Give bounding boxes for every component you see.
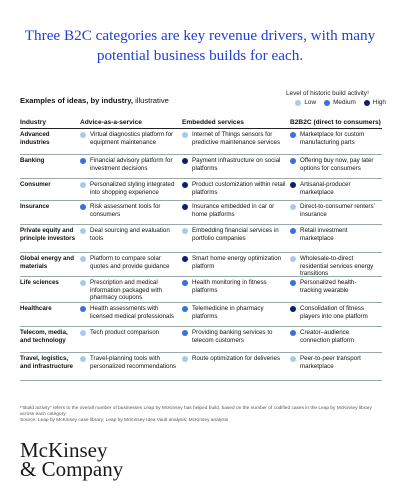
legend-item-medium	[324, 99, 356, 106]
activity-level-dot-icon	[80, 356, 86, 362]
idea-cell	[80, 329, 182, 352]
industry-label: Life sciences	[20, 279, 59, 286]
idea-cell	[290, 203, 382, 224]
idea-text: Tech product comparison	[90, 329, 160, 336]
activity-level-dot-icon	[182, 330, 188, 336]
table-row	[20, 179, 382, 201]
idea-text: Creator–audience connection platform	[300, 329, 354, 344]
activity-level-dot-icon	[80, 204, 86, 210]
activity-level-dot-icon	[290, 356, 296, 362]
subtitle-rest: illustrative	[132, 96, 169, 105]
logo-line-2: & Company	[20, 457, 124, 481]
table-header	[20, 116, 382, 129]
activity-level-dot-icon	[182, 182, 188, 188]
activity-level-dot-icon	[290, 158, 296, 164]
idea-text: Health assessments with licensed medical professionals	[90, 305, 174, 320]
idea-cell	[80, 305, 182, 326]
idea-cell	[290, 305, 382, 326]
activity-level-dot-icon	[290, 256, 296, 262]
table-row	[20, 225, 382, 253]
idea-cell	[182, 255, 290, 276]
idea-text: Health monitoring in fitness platforms	[192, 279, 267, 294]
activity-level-dot-icon	[182, 280, 188, 286]
idea-cell	[182, 181, 290, 200]
source-text: Source: Leap by McKinsey case library; Leap by McKinsey Idea Vault analysis; McKinsey analysis	[20, 418, 229, 423]
idea-cell	[290, 279, 382, 302]
idea-text: Direct-to-consumer renters’ insurance	[300, 203, 375, 218]
idea-cell	[80, 227, 182, 252]
page-title: Three B2C categories are key revenue drivers, with many potential business builds for each.	[24, 27, 376, 64]
high-dot-icon	[364, 100, 370, 106]
legend-label-medium: Medium	[333, 99, 356, 106]
idea-text: Payment infrastructure on social platforms	[192, 157, 281, 172]
idea-cell	[182, 329, 290, 352]
idea-text: Offering buy now, pay later options for consumers	[300, 157, 374, 172]
idea-cell	[182, 203, 290, 224]
idea-text: Insurance embedded in car or home platforms	[192, 203, 275, 218]
idea-cell	[290, 131, 382, 154]
activity-level-dot-icon	[80, 256, 86, 262]
activity-level-dot-icon	[80, 158, 86, 164]
industry-label: Telecom, media, and technology	[20, 329, 68, 344]
industry-label: Banking	[20, 157, 45, 164]
idea-cell	[182, 157, 290, 178]
activity-level-dot-icon	[182, 204, 188, 210]
idea-text: Financial advisory platform for investment decisions	[90, 157, 173, 172]
column-header-advice: Advice-as-a-service	[80, 118, 142, 126]
idea-cell	[182, 305, 290, 326]
activity-level-dot-icon	[80, 280, 86, 286]
idea-text: Consolidation of fitness players into one platform	[300, 305, 368, 320]
industry-label: Insurance	[20, 203, 50, 210]
idea-cell	[290, 227, 382, 252]
industry-label: Global energy and materials	[20, 255, 74, 270]
idea-cell	[80, 131, 182, 154]
idea-text: Internet of Things sensors for predictive maintenance services	[192, 131, 281, 146]
activity-level-dot-icon	[182, 228, 188, 234]
footnote	[20, 406, 382, 424]
activity-level-dot-icon	[182, 158, 188, 164]
activity-level-dot-icon	[80, 330, 86, 336]
column-header-industry: Industry	[20, 118, 47, 126]
table-row	[20, 253, 382, 277]
medium-dot-icon	[324, 100, 330, 106]
idea-text: Retail investment marketplace	[300, 227, 348, 242]
low-dot-icon	[295, 100, 301, 106]
idea-cell	[80, 181, 182, 200]
idea-cell	[290, 157, 382, 178]
industry-label: Healthcare	[20, 305, 52, 312]
industry-label: Consumer	[20, 181, 51, 188]
column-header-embedded: Embedded services	[182, 118, 244, 126]
idea-text: Smart home energy optimization platform	[192, 255, 282, 270]
table-body	[20, 129, 382, 381]
activity-level-dot-icon	[182, 356, 188, 362]
legend-label-low: Low	[304, 99, 317, 106]
idea-text: Embedding financial services in portfolio companies	[192, 227, 279, 242]
activity-level-dot-icon	[80, 182, 86, 188]
column-header-b2b2c: B2B2C (direct to consumers)	[290, 118, 381, 126]
activity-level-dot-icon	[290, 182, 296, 188]
legend-item-low	[295, 99, 316, 106]
idea-text: Deal sourcing and evaluation tools	[90, 227, 170, 242]
idea-cell	[290, 355, 382, 380]
legend-title: Level of historic build activity¹	[286, 90, 370, 97]
industry-label: Private equity and principle investors	[20, 227, 76, 242]
table-row	[20, 353, 382, 381]
activity-level-dot-icon	[80, 228, 86, 234]
idea-text: Personalized styling integrated into shopping experience	[90, 181, 175, 196]
activity-level-dot-icon	[290, 228, 296, 234]
activity-level-dot-icon	[182, 256, 188, 262]
mckinsey-logo	[20, 438, 124, 481]
idea-cell	[182, 355, 290, 380]
table-row	[20, 277, 382, 303]
idea-text: Virtual diagnostics platform for equipment maintenance	[90, 131, 174, 146]
activity-level-dot-icon	[182, 132, 188, 138]
activity-level-dot-icon	[290, 280, 296, 286]
idea-text: Route optimization for deliveries	[192, 355, 281, 362]
idea-cell	[290, 255, 382, 276]
idea-text: Wholesale-to-direct residential services energy transitions	[300, 255, 374, 278]
footnote-text: ¹“Build activity” refers to the overall number of businesses Leap by McKinsey has helped build, based on the number of codified cases in the Leap by McKinsey library across each category.	[20, 406, 372, 417]
legend-items	[236, 99, 386, 106]
idea-cell	[290, 329, 382, 352]
idea-text: Telemedicine in pharmacy platforms	[192, 305, 264, 320]
idea-text: Marketplace for custom manufacturing parts	[300, 131, 365, 146]
activity-level-dot-icon	[80, 132, 86, 138]
activity-level-dot-icon	[290, 132, 296, 138]
idea-text: Travel-planning tools with personalized recommendations	[90, 355, 176, 370]
idea-cell	[80, 355, 182, 380]
idea-cell	[80, 255, 182, 276]
logo-line-1: McKinsey	[20, 438, 108, 462]
legend-item-high	[364, 99, 386, 106]
idea-cell	[182, 131, 290, 154]
idea-cell	[80, 279, 182, 302]
idea-text: Providing banking services to telecom customers	[192, 329, 273, 344]
legend	[236, 90, 386, 106]
idea-text: Platform to compare solar quotes and provide guidance	[90, 255, 170, 270]
legend-label-high: High	[372, 99, 386, 106]
idea-cell	[80, 157, 182, 178]
idea-cell	[182, 279, 290, 302]
idea-text: Artisanal-producer marketplace	[300, 181, 351, 196]
idea-cell	[182, 227, 290, 252]
table-subtitle	[20, 96, 169, 105]
industry-label: Advanced industries	[20, 131, 50, 146]
idea-text: Peer-to-peer transport marketplace	[300, 355, 361, 370]
ideas-table	[20, 116, 382, 381]
activity-level-dot-icon	[182, 306, 188, 312]
idea-cell	[290, 181, 382, 200]
idea-cell	[80, 203, 182, 224]
table-row	[20, 129, 382, 155]
idea-text: Product customization within retail platforms	[192, 181, 286, 196]
activity-level-dot-icon	[80, 306, 86, 312]
activity-level-dot-icon	[290, 204, 296, 210]
subtitle-bold: Examples of ideas, by industry,	[20, 96, 133, 105]
activity-level-dot-icon	[290, 306, 296, 312]
table-row	[20, 155, 382, 179]
idea-text: Risk assessment tools for consumers	[90, 203, 161, 218]
idea-text: Prescription and medical information packaged with pharmacy coupons	[90, 279, 162, 302]
activity-level-dot-icon	[290, 330, 296, 336]
idea-text: Personalized health-tracking wearable	[300, 279, 357, 294]
table-row	[20, 327, 382, 353]
table-row	[20, 201, 382, 225]
industry-label: Travel, logistics, and infrastructure	[20, 355, 73, 370]
table-row	[20, 303, 382, 327]
